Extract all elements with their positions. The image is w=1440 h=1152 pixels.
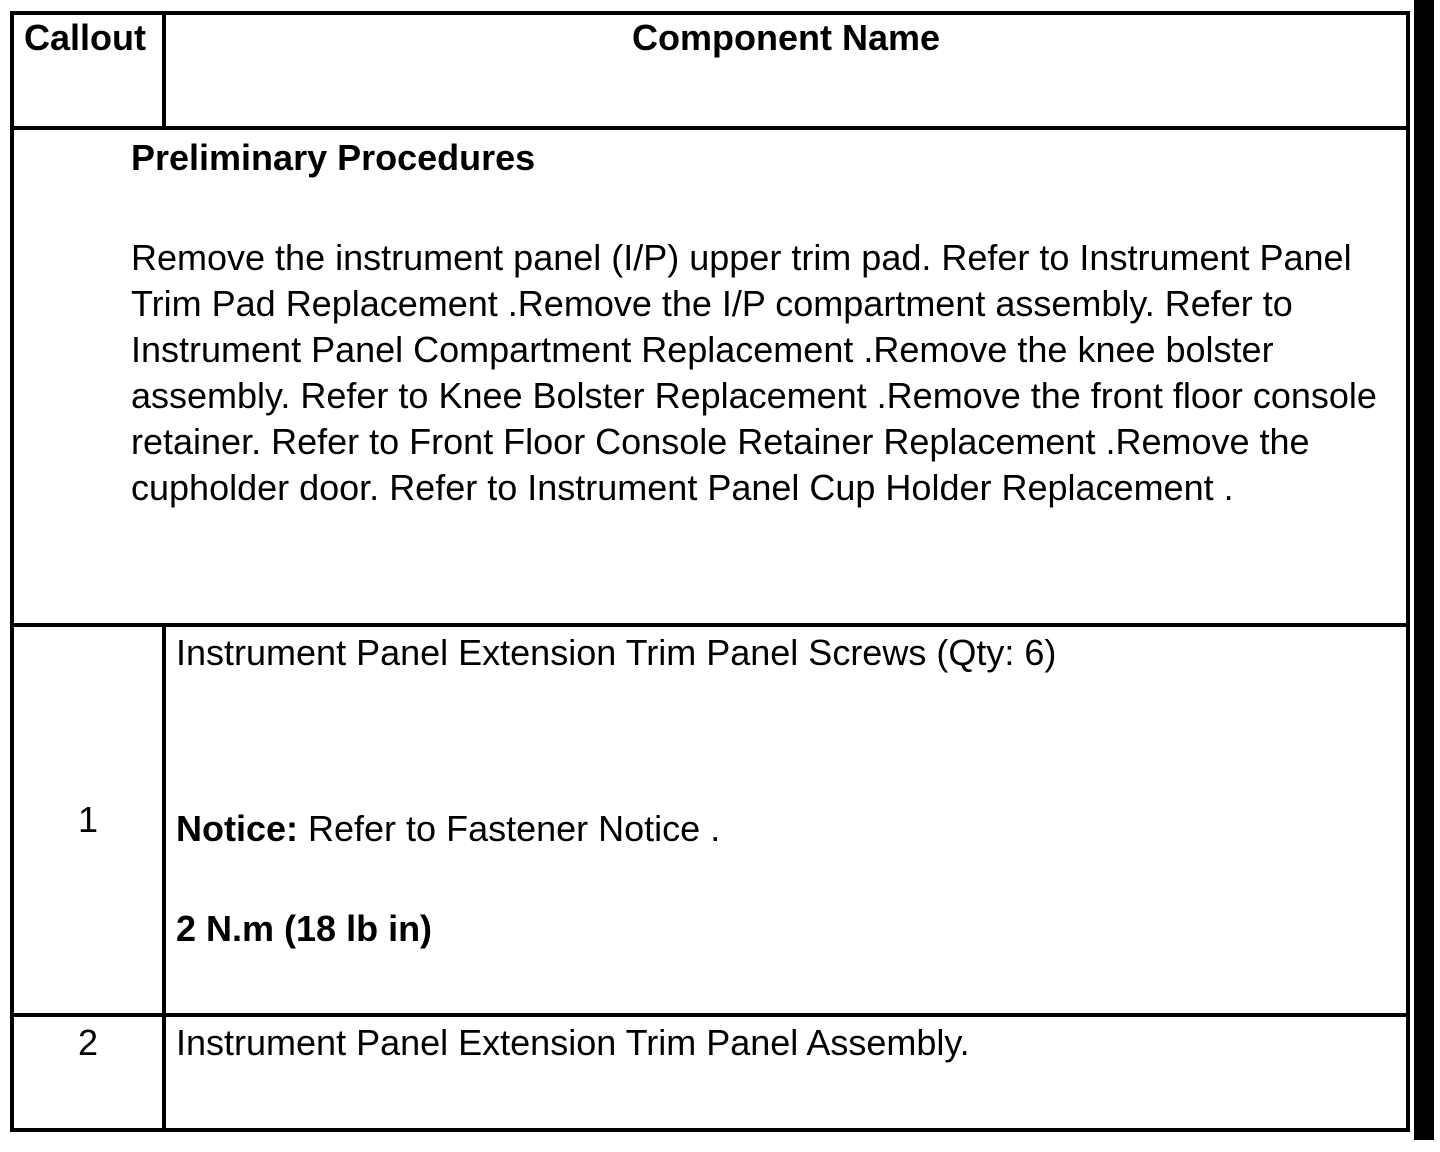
table-row: [12, 625, 1408, 1015]
torque-spec: 2 N.m (18 lb in): [176, 908, 433, 949]
component-name: Instrument Panel Extension Trim Panel Assembly.: [164, 1015, 1408, 1130]
page-edge-bar: [1414, 0, 1434, 1140]
notice-line: [176, 806, 1406, 852]
preliminary-body: Remove the instrument panel (I/P) upper trim pad. Refer to Instrument Panel Trim Pad Replacement .Remove the I/P compartment assembly. Refer to Instrument Panel Compartment Replacement .Remove the knee bolster assembly. Refer to Knee Bolster Replacement .Remove the front floor console retainer. Refer to Front Floor Console Retainer Replacement .Remove the cupholder door. Refer to Instrument Panel Cup Holder Replacement .: [131, 237, 1377, 508]
callout-header: Callout: [12, 13, 164, 128]
component-cell: [164, 625, 1408, 1015]
preliminary-row: [12, 128, 1408, 625]
notice-label: Notice:: [176, 808, 299, 849]
callout-number: 1: [12, 625, 164, 1015]
procedure-table: [10, 11, 1410, 1132]
component-name: Instrument Panel Extension Trim Panel Screws (Qty: 6): [176, 632, 1057, 673]
preliminary-cell: [12, 128, 1408, 625]
component-name-header: Component Name: [164, 13, 1408, 128]
callout-number: 2: [12, 1015, 164, 1130]
preliminary-title: Preliminary Procedures: [131, 137, 536, 178]
table-row: [12, 1015, 1408, 1130]
notice-text: Refer to Fastener Notice .: [298, 808, 721, 849]
header-row: [12, 13, 1408, 128]
